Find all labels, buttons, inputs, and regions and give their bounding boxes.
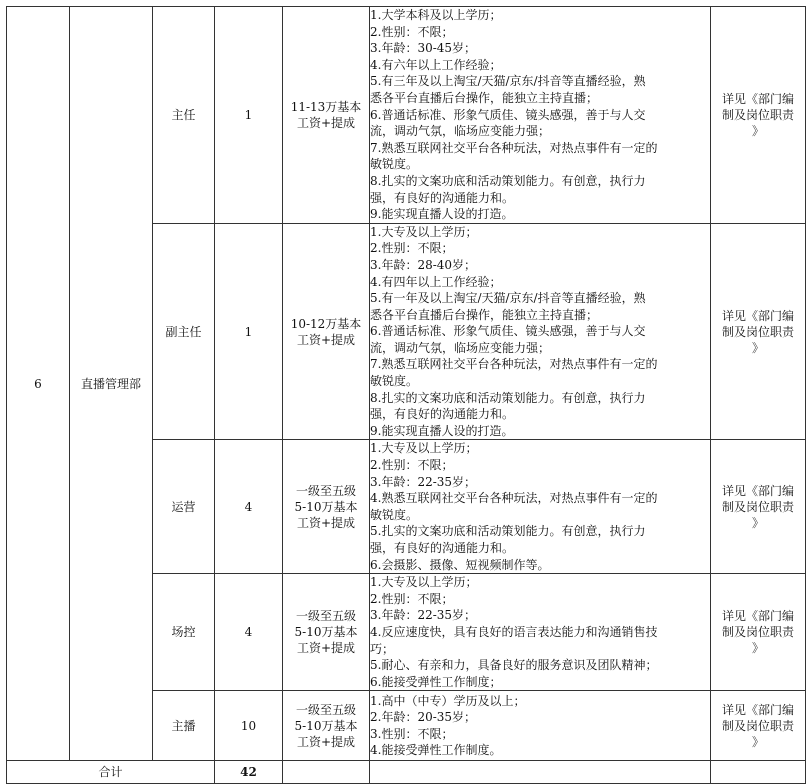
cell-line: 8.扎实的文案功底和活动策划能力。有创意，执行力 bbox=[370, 390, 646, 405]
cell-line: 流，调动气氛，临场应变能力强； bbox=[370, 124, 551, 139]
cell-line: 4.熟悉互联网社交平台各种玩法，对热点事件有一定的 bbox=[370, 491, 658, 506]
position-count: 4 bbox=[215, 440, 283, 574]
position-requirements bbox=[370, 440, 711, 574]
cell-line: 9.能实现直播人设的打造。 bbox=[370, 423, 514, 438]
cell-line: 6.普通话标准、形象气质佳、镜头感强，善于与人交 bbox=[370, 107, 646, 122]
cell-line: 2.性别：不限； bbox=[370, 241, 454, 256]
cell-line: 4.反应速度快，具有良好的语言表达能力和沟通销售技 bbox=[370, 624, 658, 639]
cell-line: 5.有一年及以上淘宝/天猫/京东/抖音等直播经验，熟 bbox=[370, 291, 646, 306]
empty-cell bbox=[283, 761, 370, 784]
cell-line: 一级至五级 bbox=[295, 483, 356, 498]
cell-line: 7.熟悉互联网社交平台各种玩法，对热点事件有一定的 bbox=[370, 140, 658, 155]
cell-line: 悉各平台直播后台操作，能独立主持直播； bbox=[370, 307, 599, 322]
cell-line: 制及岗位职责 bbox=[721, 718, 794, 733]
cell-line: 详见《部门编 bbox=[721, 483, 794, 498]
total-label: 合计 bbox=[7, 761, 215, 784]
cell-line: 》 bbox=[751, 641, 764, 656]
cell-line: 制及岗位职责 bbox=[721, 107, 794, 122]
cell-line: 一级至五级 bbox=[295, 609, 356, 624]
table-body bbox=[7, 7, 806, 784]
position-note bbox=[711, 574, 806, 691]
cell-line: 3.年龄：22-35岁； bbox=[370, 474, 477, 489]
position-requirements bbox=[370, 7, 711, 224]
cell-line: 5.耐心、有亲和力，具备良好的服务意识及团队精神； bbox=[370, 658, 658, 673]
recruitment-table bbox=[6, 6, 806, 784]
cell-line: 5.有三年及以上淘宝/天猫/京东/抖音等直播经验，熟 bbox=[370, 74, 646, 89]
cell-line: 强，有良好的沟通能力和。 bbox=[370, 407, 515, 422]
cell-line: 强，有良好的沟通能力和。 bbox=[370, 541, 515, 555]
position-requirements bbox=[370, 691, 711, 761]
cell-line: 4.有六年以上工作经验； bbox=[370, 57, 502, 72]
cell-line: 详见《部门编 bbox=[721, 308, 794, 323]
cell-line: 制及岗位职责 bbox=[721, 499, 794, 514]
cell-line: 敏锐度。 bbox=[370, 374, 419, 389]
cell-line: 5-10万基本 bbox=[294, 718, 358, 733]
cell-line: 10-12万基本 bbox=[290, 316, 362, 331]
position-note bbox=[711, 440, 806, 574]
cell-line: 1.高中（中专）学历及以上； bbox=[370, 693, 526, 708]
cell-line: 制及岗位职责 bbox=[721, 625, 794, 640]
position-title: 运营 bbox=[153, 440, 215, 574]
cell-line: 》 bbox=[751, 123, 764, 138]
position-count: 4 bbox=[215, 574, 283, 691]
position-salary bbox=[283, 691, 370, 761]
cell-line: 4.有四年以上工作经验； bbox=[370, 274, 502, 289]
cell-line: 制及岗位职责 bbox=[721, 324, 794, 339]
cell-line: 6.普通话标准、形象气质佳、镜头感强，善于与人交 bbox=[370, 324, 646, 339]
table-row bbox=[7, 7, 806, 224]
cell-line: 8.扎实的文案功底和活动策划能力。有创意，执行力 bbox=[370, 173, 646, 188]
position-note bbox=[711, 223, 806, 440]
cell-line: 敏锐度。 bbox=[370, 157, 419, 172]
cell-line: 3.性别：不限； bbox=[370, 726, 454, 741]
position-note bbox=[711, 7, 806, 224]
cell-line: 》 bbox=[751, 515, 764, 530]
cell-line: 工资+提成 bbox=[296, 115, 356, 130]
position-salary bbox=[283, 574, 370, 691]
position-title: 场控 bbox=[153, 574, 215, 691]
cell-line: 11-13万基本 bbox=[290, 99, 362, 114]
cell-line: 1.大专及以上学历； bbox=[370, 224, 478, 239]
cell-line: 4.能接受弹性工作制度。 bbox=[370, 743, 502, 758]
position-title: 主任 bbox=[153, 7, 215, 224]
cell-line: 6.会摄影、摄像、短视频制作等。 bbox=[370, 557, 550, 572]
cell-line: 》 bbox=[751, 734, 764, 749]
cell-line: 2.性别：不限； bbox=[370, 591, 454, 606]
cell-line: 3.年龄：30-45岁； bbox=[370, 41, 477, 56]
cell-line: 流，调动气氛，临场应变能力强； bbox=[370, 340, 551, 355]
cell-line: 强，有良好的沟通能力和。 bbox=[370, 190, 515, 205]
position-title: 副主任 bbox=[153, 223, 215, 440]
cell-line: 5-10万基本 bbox=[294, 625, 358, 640]
position-title: 主播 bbox=[153, 691, 215, 761]
position-requirements bbox=[370, 574, 711, 691]
cell-line: 工资+提成 bbox=[296, 734, 356, 749]
cell-line: 详见《部门编 bbox=[721, 702, 794, 717]
cell-line: 5-10万基本 bbox=[294, 499, 358, 514]
cell-line: 1.大专及以上学历； bbox=[370, 575, 478, 590]
position-count: 10 bbox=[215, 691, 283, 761]
department-name: 直播管理部 bbox=[70, 7, 153, 761]
cell-line: 1.大专及以上学历； bbox=[370, 441, 478, 456]
total-count: 42 bbox=[215, 761, 283, 784]
cell-line: 2.年龄：20-35岁； bbox=[370, 710, 477, 725]
department-index: 6 bbox=[7, 7, 70, 761]
cell-line: 2.性别：不限； bbox=[370, 458, 454, 473]
position-salary bbox=[283, 440, 370, 574]
cell-line: 悉各平台直播后台操作，能独立主持直播； bbox=[370, 90, 599, 105]
cell-line: 详见《部门编 bbox=[721, 609, 794, 624]
cell-line: 工资+提成 bbox=[296, 641, 356, 656]
position-note bbox=[711, 691, 806, 761]
cell-line: 巧； bbox=[370, 641, 395, 656]
cell-line: 2.性别：不限； bbox=[370, 24, 454, 39]
cell-line: 5.扎实的文案功底和活动策划能力。有创意，执行力 bbox=[370, 524, 646, 539]
position-count: 1 bbox=[215, 223, 283, 440]
position-salary bbox=[283, 223, 370, 440]
position-requirements bbox=[370, 223, 711, 440]
cell-line: 敏锐度。 bbox=[370, 507, 419, 522]
position-count: 1 bbox=[215, 7, 283, 224]
empty-cell bbox=[370, 761, 711, 784]
cell-line: 3.年龄：22-35岁； bbox=[370, 608, 477, 623]
cell-line: 1.大学本科及以上学历； bbox=[370, 8, 502, 22]
cell-line: 7.熟悉互联网社交平台各种玩法，对热点事件有一定的 bbox=[370, 357, 658, 372]
empty-cell bbox=[711, 761, 806, 784]
cell-line: 工资+提成 bbox=[296, 332, 356, 347]
position-salary bbox=[283, 7, 370, 224]
cell-line: 详见《部门编 bbox=[721, 91, 794, 106]
cell-line: 》 bbox=[751, 340, 764, 355]
cell-line: 一级至五级 bbox=[295, 702, 356, 717]
cell-line: 工资+提成 bbox=[296, 515, 356, 530]
cell-line: 3.年龄：28-40岁； bbox=[370, 257, 477, 272]
total-row bbox=[7, 761, 806, 784]
cell-line: 9.能实现直播人设的打造。 bbox=[370, 207, 514, 222]
cell-line: 6.能接受弹性工作制度； bbox=[370, 674, 502, 689]
